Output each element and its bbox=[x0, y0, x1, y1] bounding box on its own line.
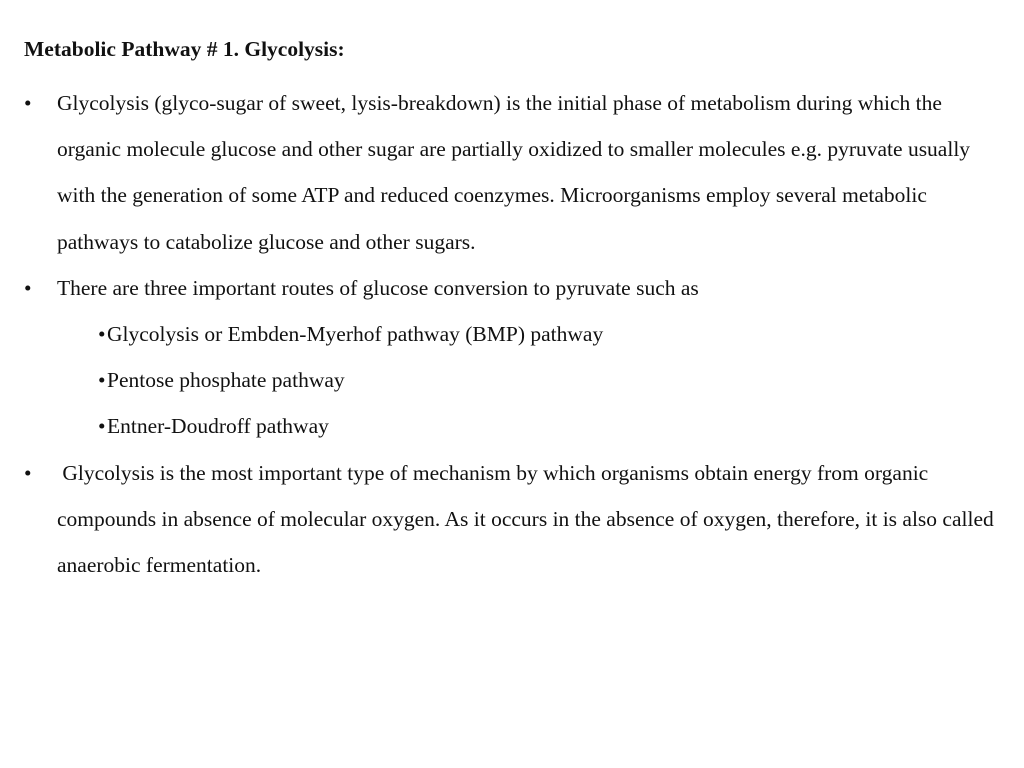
bullet-text: Glycolysis is the most important type of mechanism by which organisms obtain energy from organic compounds in absence of molecular oxygen. As it occurs in the absence of oxygen, therefore, it is also called anaerobic fermentation. bbox=[57, 460, 1000, 578]
bullet-icon: • bbox=[24, 460, 32, 485]
sub-bullet-item bbox=[24, 403, 999, 449]
bullet-item bbox=[24, 450, 999, 589]
sub-bullet-list bbox=[24, 311, 999, 450]
sub-bullet-item bbox=[24, 357, 999, 403]
sub-bullet-text: Pentose phosphate pathway bbox=[107, 368, 345, 393]
bullet-icon: • bbox=[24, 91, 32, 115]
bullet-text: Glycolysis (glyco-sugar of sweet, lysis-breakdown) is the initial phase of metabolism during which the organic molecule glucose and other sugar are partially oxidized to smaller molecules e.g. pyruvate usually with the generation of some ATP and reduced coenzymes. Microorganisms employ several metabolic pathways to catabolize glucose and other sugars. bbox=[57, 91, 971, 254]
bullet-text: There are three important routes of glucose conversion to pyruvate such as bbox=[57, 275, 699, 300]
bullet-item bbox=[24, 265, 999, 450]
slide-title: Metabolic Pathway # 1. Glycolysis: bbox=[24, 37, 345, 61]
bullet-item bbox=[24, 80, 999, 265]
sub-bullet-text: Glycolysis or Embden-Myerhof pathway (BMP) pathway bbox=[107, 322, 604, 347]
sub-bullet-icon: • bbox=[98, 414, 106, 439]
sub-bullet-icon: • bbox=[98, 322, 106, 347]
sub-bullet-icon: • bbox=[98, 368, 106, 393]
sub-bullet-item bbox=[24, 311, 999, 357]
bullet-icon: • bbox=[24, 275, 32, 300]
sub-bullet-text: Entner-Doudroff pathway bbox=[107, 414, 329, 439]
bullet-list bbox=[24, 80, 999, 588]
